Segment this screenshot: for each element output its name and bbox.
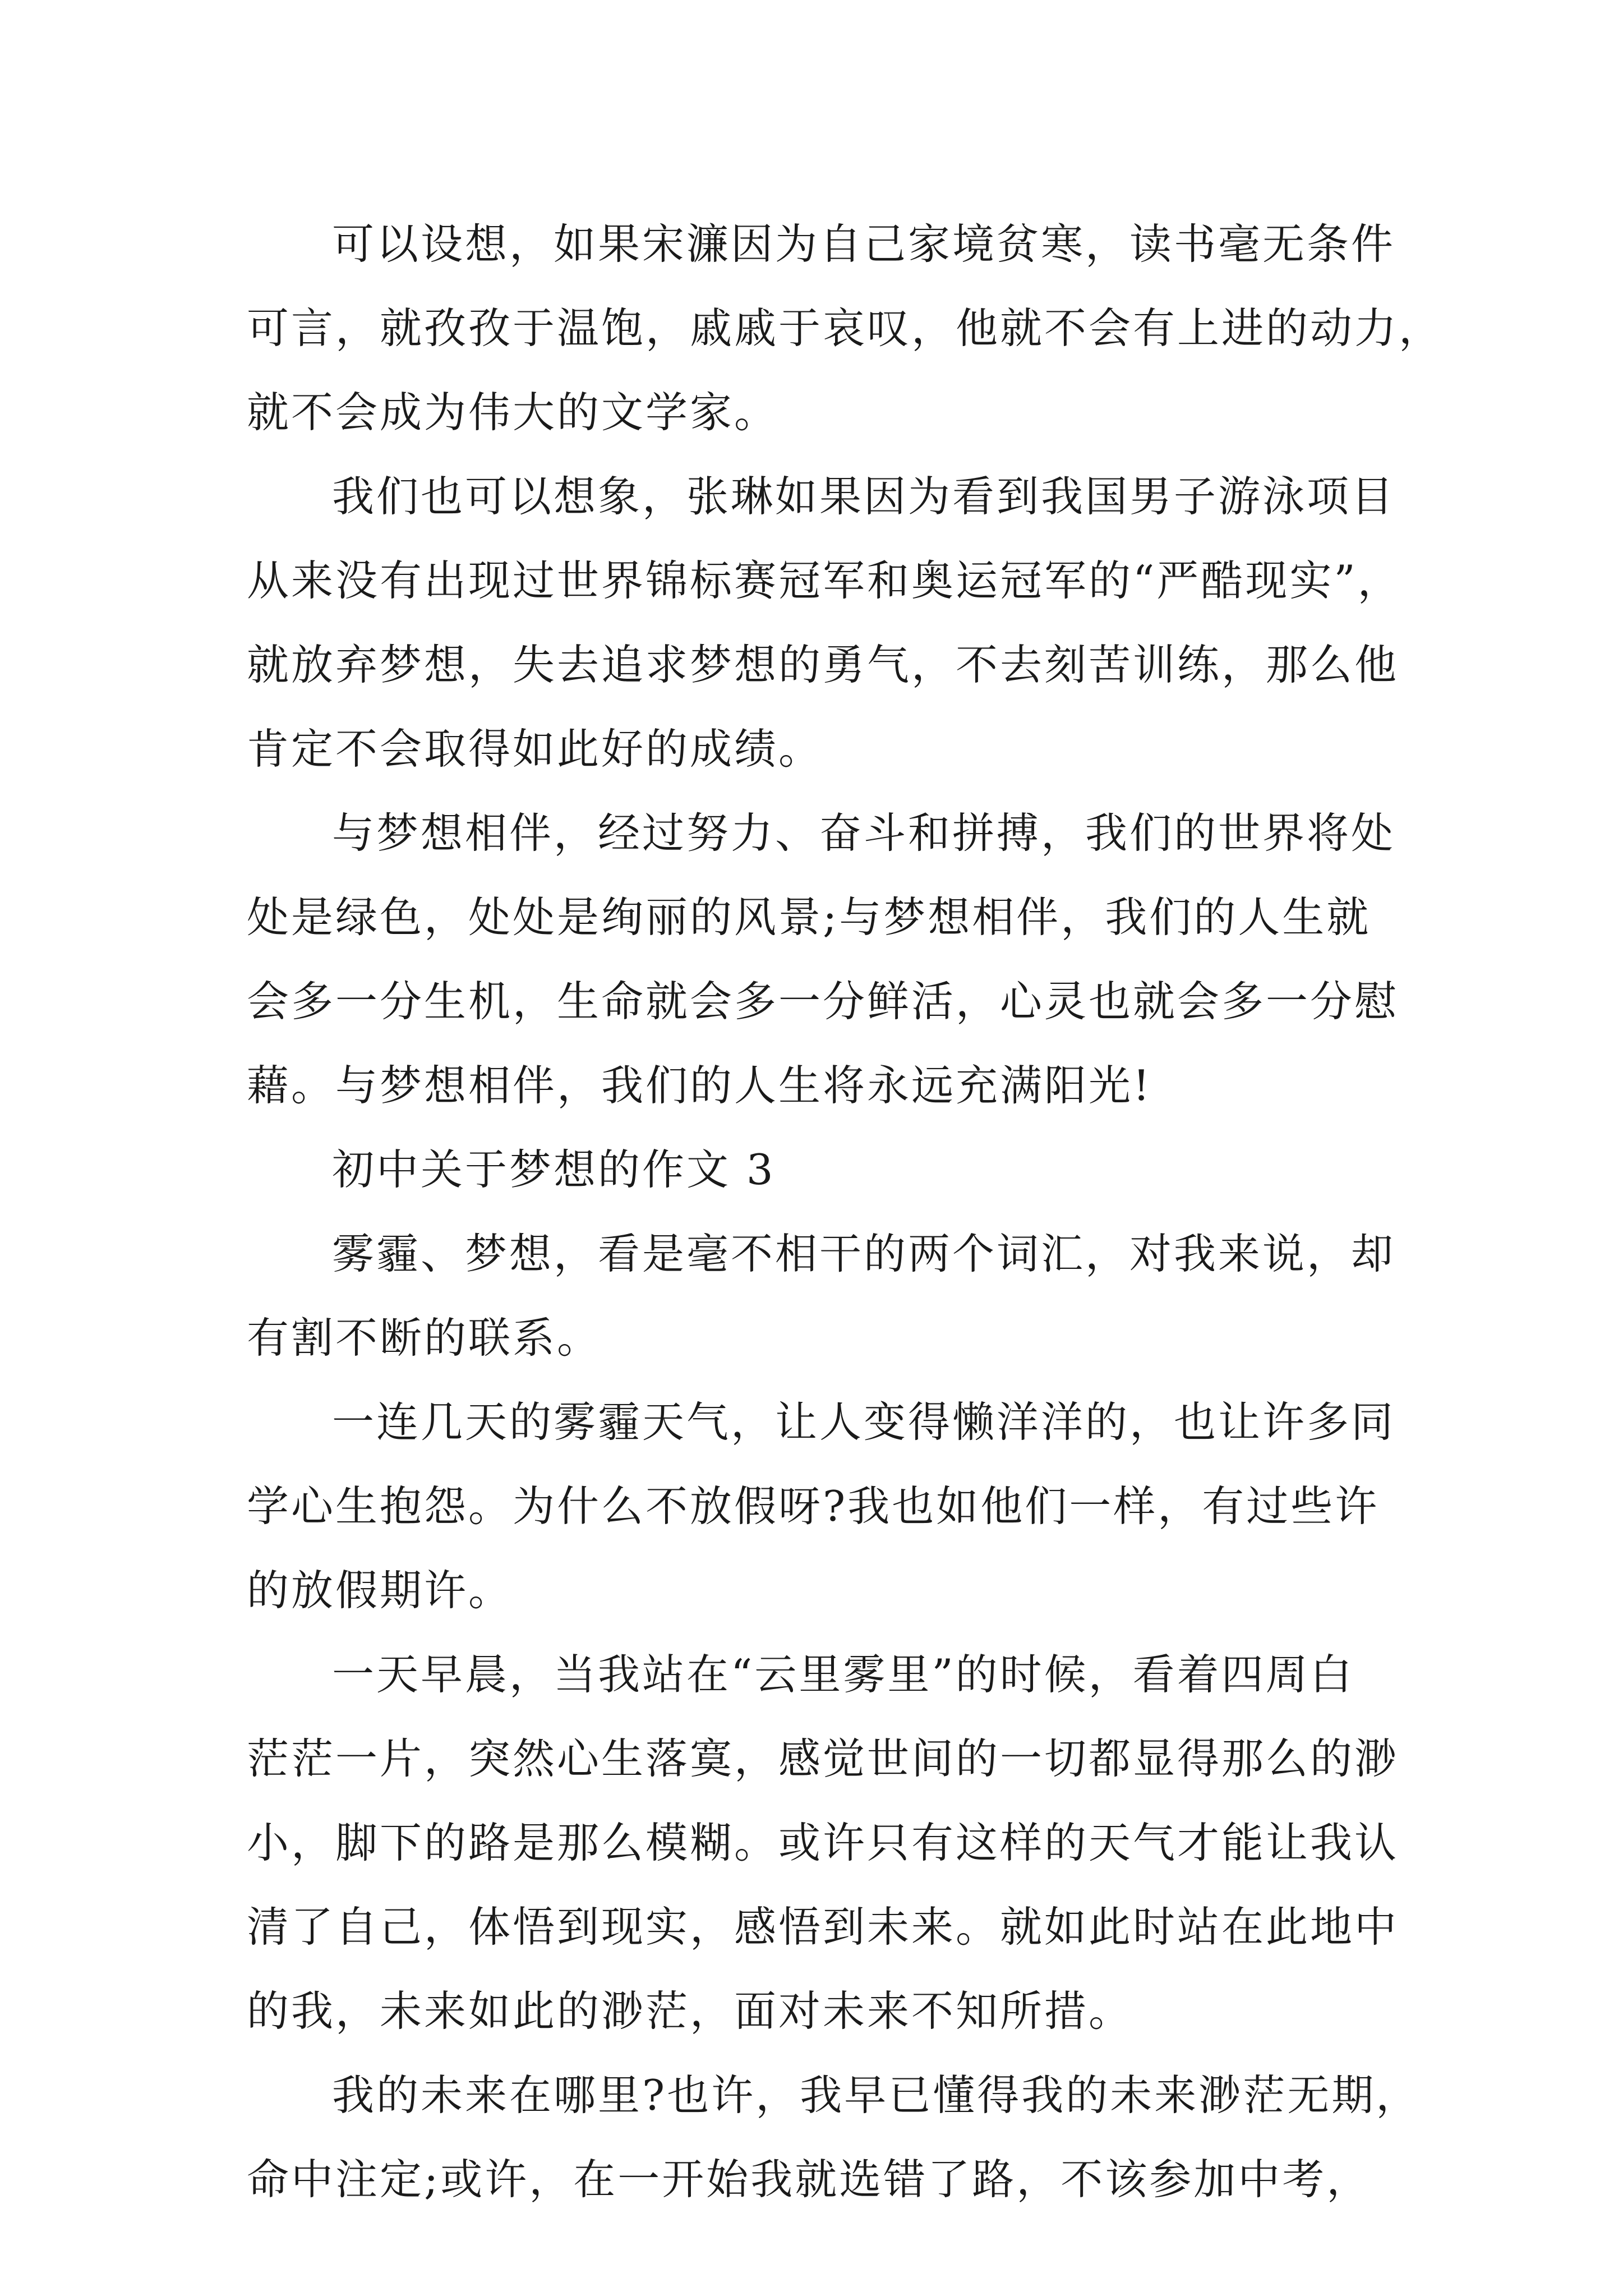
paragraph-line: 就不会成为伟大的文学家。: [247, 388, 779, 437]
paragraph-line: 我们也可以想象，张琳如果因为看到我国男子游泳项目: [332, 472, 1396, 521]
paragraph-line: 从来没有出现过世界锦标赛冠军和奥运冠军的“严酷现实”，: [247, 556, 1402, 605]
paragraph-line: 藉。与梦想相伴，我们的人生将永远充满阳光!: [247, 1061, 1152, 1110]
paragraph-line: 我的未来在哪里?也许，我早已懂得我的未来渺茫无期，: [332, 2070, 1421, 2120]
paragraph-line: 学心生抱怨。为什么不放假呀?我也如他们一样，有过些许: [247, 1481, 1380, 1531]
paragraph-line: 与梦想相伴，经过努力、奋斗和拼搏，我们的世界将处: [332, 808, 1396, 858]
paragraph-line: 茫茫一片，突然心生落寞，感觉世间的一切都显得那么的渺: [247, 1734, 1399, 1783]
paragraph-line: 肯定不会取得如此好的成绩。: [247, 724, 823, 774]
paragraph-line: 就放弃梦想，失去追求梦想的勇气，不去刻苦训练，那么他: [247, 640, 1399, 689]
paragraph-line: 有割不断的联系。: [247, 1313, 602, 1363]
paragraph-line: 的放假期许。: [247, 1566, 513, 1615]
paragraph-line: 处是绿色，处处是绚丽的风景;与梦想相伴，我们的人生就: [247, 892, 1371, 942]
section-heading: 初中关于梦想的作文 3: [332, 1145, 776, 1194]
paragraph-line: 雾霾、梦想，看是毫不相干的两个词汇，对我来说，却: [332, 1229, 1396, 1278]
paragraph-line: 清了自己，体悟到现实，感悟到未来。就如此时站在此地中: [247, 1902, 1399, 1952]
paragraph-line: 会多一分生机，生命就会多一分鲜活，心灵也就会多一分慰: [247, 977, 1399, 1026]
paragraph-line: 命中注定;或许，在一开始我就选错了路，不该参加中考，: [247, 2155, 1371, 2204]
paragraph-line: 一连几天的雾霾天气，让人变得懒洋洋的，也让许多同: [332, 1397, 1396, 1447]
paragraph-line: 小，脚下的路是那么模糊。或许只有这样的天气才能让我认: [247, 1818, 1399, 1867]
paragraph-line: 可言，就孜孜于温饱，戚戚于哀叹，他就不会有上进的动力，: [247, 303, 1444, 353]
paragraph-line: 的我，未来如此的渺茫，面对未来不知所措。: [247, 1986, 1133, 2036]
paragraph-line: 可以设想，如果宋濂因为自己家境贫寒，读书毫无条件: [332, 219, 1396, 269]
paragraph-line: 一天早晨，当我站在“云里雾里”的时候，看着四周白: [332, 1650, 1354, 1699]
